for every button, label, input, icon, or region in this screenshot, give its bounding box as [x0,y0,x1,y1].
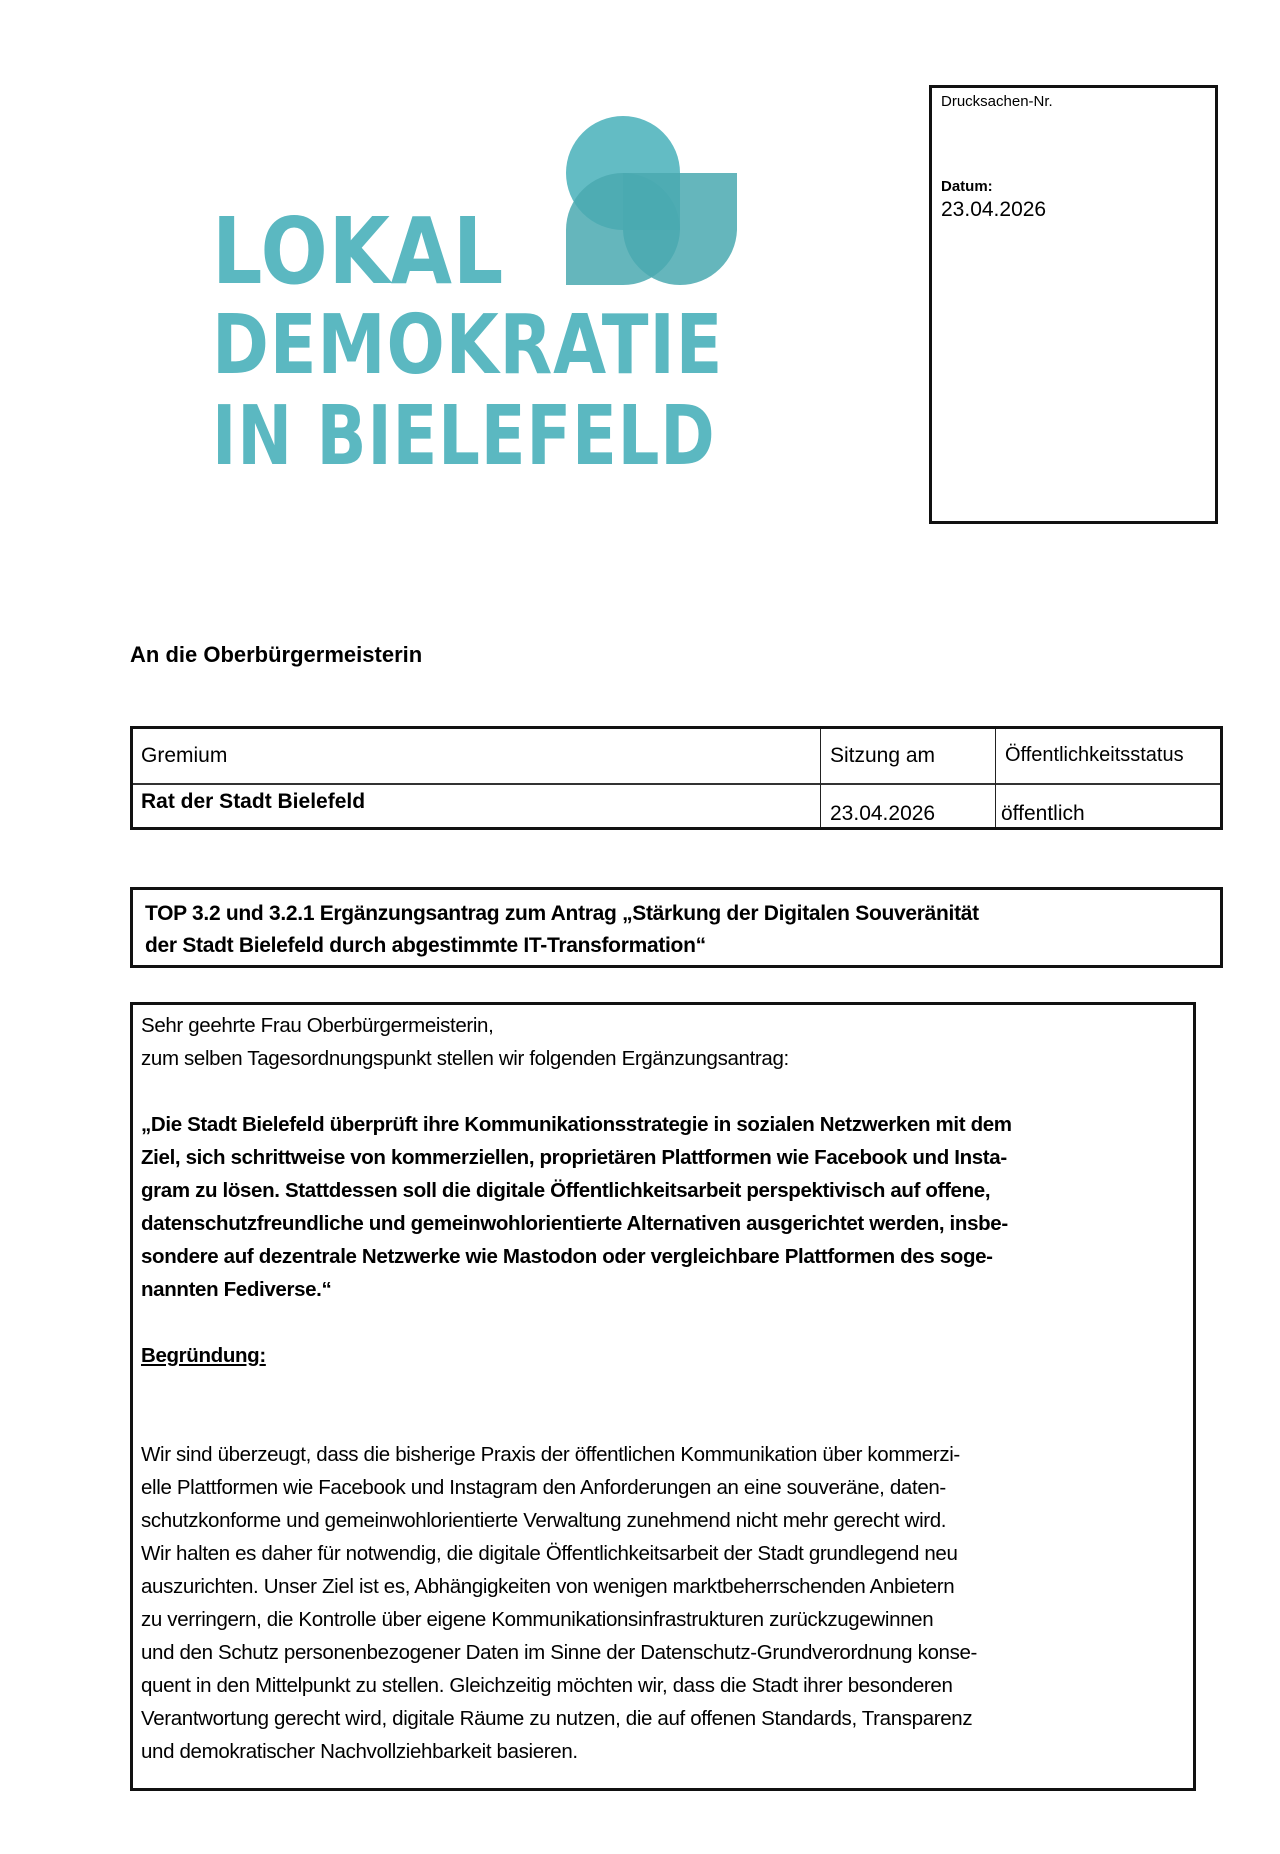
motion-text [141,1108,1181,1306]
motion-line: „Die Stadt Bielefeld überprüft ihre Kommunikationsstrategie in sozialen Netzwerken mit dem [141,1113,1012,1136]
table-column-divider [820,729,821,827]
intro-text: zum selben Tagesordnungspunkt stellen wir folgenden Ergänzungsantrag: [141,1047,789,1070]
motion-body-box [130,1002,1196,1791]
table-column-divider [995,729,996,827]
agenda-item-box [130,887,1223,968]
reason-heading: Begründung: [141,1344,266,1367]
logo-text-line-2: DEMOKRATIE [212,298,724,393]
reason-line: und den Schutz personenbezogener Daten im Sinne der Datenschutz-Grundverordnung konse- [141,1641,977,1664]
header-status: Öffentlichkeitsstatus [1005,744,1184,766]
reason-line: zu verringern, die Kontrolle über eigene Kommunikationsinfrastrukturen zurückzugewinnen [141,1608,934,1631]
motion-line: sondere auf dezentrale Netzwerke wie Mastodon oder vergleichbare Plattformen des soge- [141,1245,993,1268]
cell-sitzung: 23.04.2026 [830,802,936,825]
cell-gremium: Rat der Stadt Bielefeld [141,790,366,813]
motion-body [141,1009,1181,1768]
motion-line: gram zu lösen. Stattdessen soll die digitale Öffentlichkeitsarbeit perspektivisch auf offene, [141,1179,991,1202]
reason-line: Verantwortung gerecht wird, digitale Räume zu nutzen, die auf offenen Standards, Transparenz [141,1707,973,1730]
reason-line: auszurichten. Unser Ziel ist es, Abhängigkeiten von wenigen marktbeherrschenden Anbietern [141,1575,955,1598]
motion-line: Ziel, sich schrittweise von kommerziellen, proprietären Plattformen wie Facebook und Insta- [141,1146,1007,1169]
drucksache-number-label: Drucksachen-Nr. [941,93,1053,110]
meta-table [130,726,1223,830]
motion-line: datenschutzfreundliche und gemeinwohlorientierte Alternativen ausgerichtet werden, insbe- [141,1212,1008,1235]
recipient: An die Oberbürgermeisterin [130,642,423,667]
reason-line: elle Plattformen wie Facebook und Instagram den Anforderungen an eine souveräne, daten- [141,1476,946,1499]
date-label: Datum: [941,178,993,195]
reason-line: Wir halten es daher für notwendig, die digitale Öffentlichkeitsarbeit der Stadt grundlegend neu [141,1542,958,1565]
motion-line: nannten Fediverse.“ [141,1278,332,1301]
table-row-divider [133,783,1220,785]
cell-status: öffentlich [1001,802,1085,825]
logo-text-line-3: IN BIELEFELD [212,389,716,484]
reason-line: Wir sind überzeugt, dass die bisherige Praxis der öffentlichen Kommunikation über kommerzi- [141,1443,960,1466]
logo-text-line-1: LOKAL [212,198,505,305]
logo-mark-icon [566,115,738,287]
reason-text [141,1438,1181,1768]
header-sitzung: Sitzung am [830,744,936,767]
reason-line: und demokratischer Nachvollziehbarkeit basieren. [141,1740,578,1763]
salutation: Sehr geehrte Frau Oberbürgermeisterin, [141,1014,494,1037]
agenda-item-title [145,898,979,962]
date-value: 23.04.2026 [941,198,1047,221]
drucksache-box [929,85,1218,524]
header-gremium: Gremium [141,744,228,767]
reason-line: schutzkonforme und gemeinwohlorientierte Verwaltung zunehmend nicht mehr gerecht wird. [141,1509,947,1532]
agenda-title-line: TOP 3.2 und 3.2.1 Ergänzungsantrag zum Antrag „Stärkung der Digitalen Souveränität [145,902,979,925]
reason-line: quent in den Mittelpunkt zu stellen. Gleichzeitig möchten wir, dass die Stadt ihrer besonderen [141,1674,953,1697]
agenda-title-line: der Stadt Bielefeld durch abgestimmte IT-Transformation“ [145,934,706,957]
